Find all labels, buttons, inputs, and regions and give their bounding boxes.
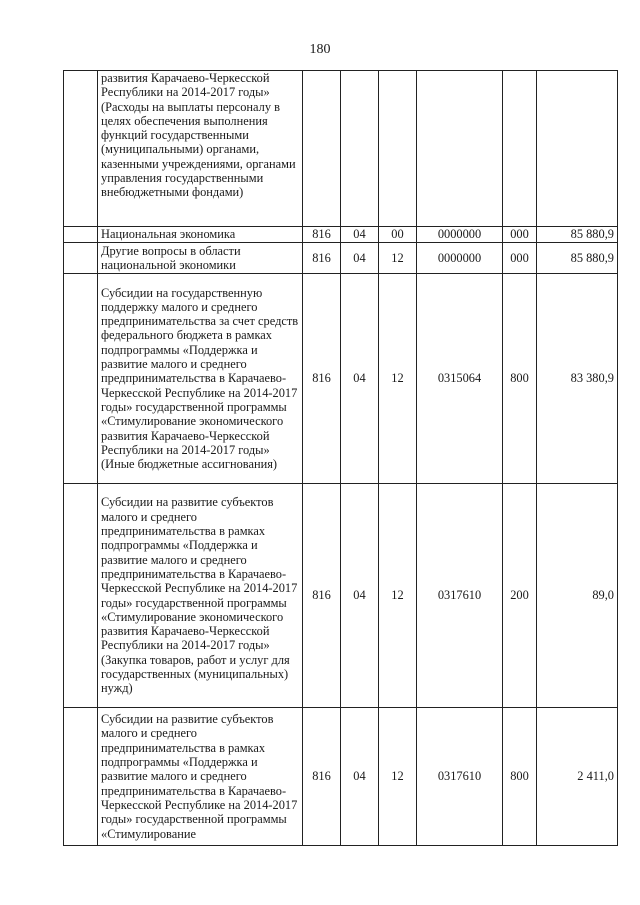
- pr-cell: 12: [379, 243, 417, 274]
- row-name-cell: Субсидии на развитие субъектов малого и среднего предпринимательства в рамках подпрограммы «Поддержка и развитие малого и среднего предпринимательства в Карачаево-Черкесской Республике на 2014-2017 годы» государственной программы «Стимулирование: [98, 708, 303, 846]
- rz-cell: 04: [341, 484, 379, 708]
- csr-cell: 0317610: [417, 484, 503, 708]
- sum-cell: 2 411,0: [537, 708, 618, 846]
- table-row: [64, 243, 618, 274]
- table-row: [64, 71, 618, 227]
- pr-cell: [379, 71, 417, 227]
- vr-cell: 800: [503, 708, 537, 846]
- vr-cell: 200: [503, 484, 537, 708]
- table-row: [64, 484, 618, 708]
- row-number-cell: [64, 243, 98, 274]
- ved-cell: 816: [303, 243, 341, 274]
- csr-cell: 0000000: [417, 227, 503, 243]
- ved-cell: 816: [303, 274, 341, 484]
- ved-cell: 816: [303, 484, 341, 708]
- vr-cell: 800: [503, 274, 537, 484]
- row-number-cell: [64, 484, 98, 708]
- vr-cell: 000: [503, 243, 537, 274]
- sum-cell: 85 880,9: [537, 227, 618, 243]
- table-row: [64, 227, 618, 243]
- rz-cell: 04: [341, 243, 379, 274]
- row-number-cell: [64, 274, 98, 484]
- rz-cell: [341, 71, 379, 227]
- pr-cell: 00: [379, 227, 417, 243]
- table-row: [64, 708, 618, 846]
- vr-cell: 000: [503, 227, 537, 243]
- csr-cell: 0315064: [417, 274, 503, 484]
- sum-cell: 85 880,9: [537, 243, 618, 274]
- budget-table: [63, 70, 618, 846]
- rz-cell: 04: [341, 274, 379, 484]
- table-row: [64, 274, 618, 484]
- pr-cell: 12: [379, 708, 417, 846]
- ved-cell: 816: [303, 708, 341, 846]
- csr-cell: [417, 71, 503, 227]
- row-number-cell: [64, 71, 98, 227]
- row-number-cell: [64, 227, 98, 243]
- row-name-cell: Другие вопросы в области национальной экономики: [98, 243, 303, 274]
- csr-cell: 0000000: [417, 243, 503, 274]
- row-name-cell: Субсидии на государственную поддержку малого и среднего предпринимательства за счет средств федерального бюджета в рамках подпрограммы «Поддержка и развитие малого и среднего предпринимательства в Карачаево-Черкесской Республике на 2014-2017 годы» государственной программы «Стимулирование экономического развития Карачаево-Черкесской Республики на 2014-2017 годы» (Иные бюджетные ассигнования): [98, 274, 303, 484]
- pr-cell: 12: [379, 484, 417, 708]
- row-name-cell: Национальная экономика: [98, 227, 303, 243]
- sum-cell: 89,0: [537, 484, 618, 708]
- page-number: 180: [309, 42, 331, 57]
- rz-cell: 04: [341, 708, 379, 846]
- rz-cell: 04: [341, 227, 379, 243]
- pr-cell: 12: [379, 274, 417, 484]
- row-name-cell: Субсидии на развитие субъектов малого и среднего предпринимательства в рамках подпрограммы «Поддержка и развитие малого и среднего предпринимательства в Карачаево-Черкесской Республике на 2014-2017 годы» государственной программы «Стимулирование экономического развития Карачаево-Черкесской Республики на 2014-2017 годы» (Закупка товаров, работ и услуг для государственных (муниципальных) нужд): [98, 484, 303, 708]
- row-name-cell: развития Карачаево-Черкесской Республики на 2014-2017 годы» (Расходы на выплаты персоналу в целях обеспечения выполнения функций государственными (муниципальными) органами, казенными учреждениями, органами управления государственными внебюджетными фондами): [98, 71, 303, 227]
- vr-cell: [503, 71, 537, 227]
- sum-cell: 83 380,9: [537, 274, 618, 484]
- ved-cell: 816: [303, 227, 341, 243]
- sum-cell: [537, 71, 618, 227]
- csr-cell: 0317610: [417, 708, 503, 846]
- row-number-cell: [64, 708, 98, 846]
- ved-cell: [303, 71, 341, 227]
